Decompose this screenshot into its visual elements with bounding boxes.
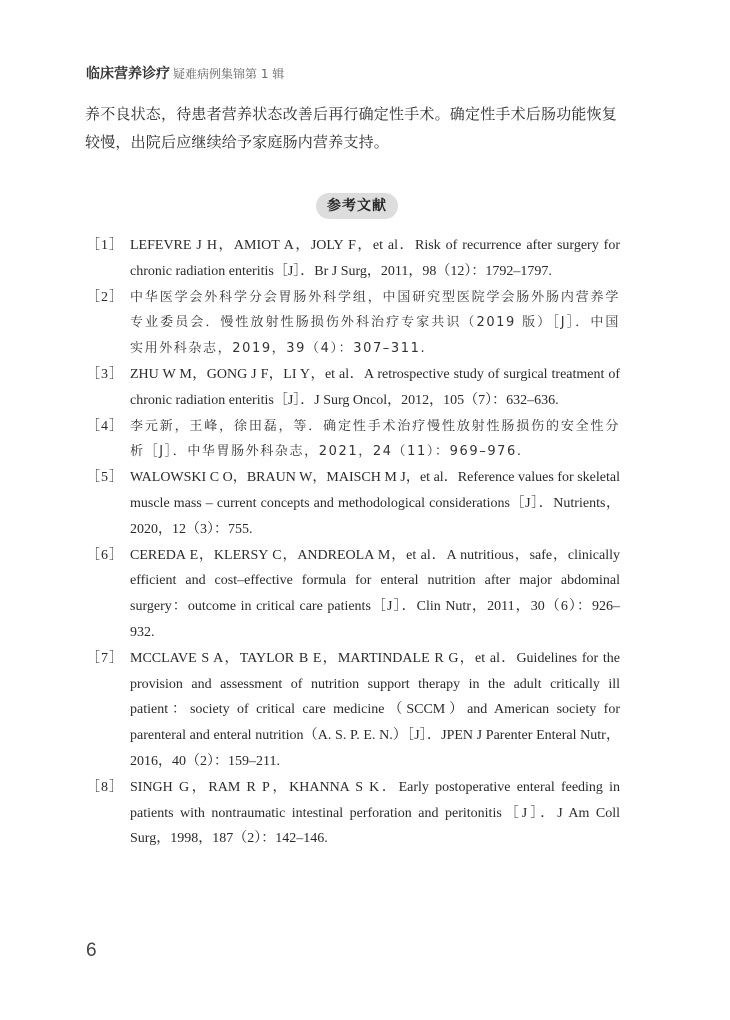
reference-text: ZHU W M，GONG J F，LI Y，et al．A retrospective study of surgical treatment of chronic radiation enteritis［J］．J Surg Oncol，2012，105（7）：632–636. [130, 366, 620, 408]
book-title: 临床营养诊疗 [86, 66, 170, 82]
reference-item [86, 465, 620, 542]
reference-text: 李元新，王峰，徐田磊，等．确定性手术治疗慢性放射性肠损伤的安全性分析［J］．中华胃肠外科杂志，2021，24（11）：969–976. [130, 418, 620, 460]
reference-item [86, 646, 620, 775]
body-paragraph: 养不良状态，待患者营养状态改善后再行确定性手术。确定性手术后肠功能恢复较慢，出院后应继续给予家庭肠内营养支持。 [85, 105, 618, 151]
references-heading: 参考文献 [316, 193, 398, 219]
reference-text: 中华医学会外科学分会胃肠外科学组，中国研究型医院学会肠外肠内营养学专业委员会．慢性放射性肠损伤外科治疗专家共识（2019 版）［J］．中国实用外科杂志，2019，39（4）：307–311. [130, 289, 620, 357]
reference-item [86, 233, 620, 285]
book-subtitle: 疑难病例集锦第 1 辑 [173, 67, 285, 81]
reference-text: WALOWSKI C O，BRAUN W，MAISCH M J，et al．Reference values for skeletal muscle mass – current concepts and methodological considerations［J］．Nutrients，2020，12（3）：755. [130, 470, 620, 537]
reference-item [86, 775, 620, 852]
reference-number: ［8］ [86, 779, 124, 795]
page-number: 6 [86, 940, 97, 961]
reference-text: SINGH G，RAM R P，KHANNA S K．Early postoperative enteral feeding in patients with nontraumatic intestinal perforation and peritonitis［J］．J Am Coll Surg，1998，187（2）：142–146. [130, 779, 620, 847]
reference-list [86, 233, 620, 852]
reference-item [86, 543, 620, 646]
reference-number: ［2］ [86, 289, 124, 305]
reference-number: ［1］ [86, 238, 124, 253]
reference-number: ［3］ [86, 366, 124, 382]
reference-item [86, 414, 620, 466]
reference-text: CEREDA E，KLERSY C，ANDREOLA M，et al．A nutritious，safe，clinically efficient and cost–effective formula for enteral nutrition after major abdominal surgery：outcome in critical care patients［J］．Clin Nutr，2011，30（6）：926–932. [130, 547, 620, 640]
reference-number: ［6］ [86, 547, 124, 563]
body-text [85, 100, 625, 156]
reference-item [86, 362, 620, 414]
reference-number: ［7］ [86, 650, 124, 666]
running-head [86, 64, 284, 84]
reference-text: LEFEVRE J H，AMIOT A，JOLY F，et al．Risk of recurrence after surgery for chronic radiation enteritis［J］．Br J Surg，2011，98（12）：1792–1797. [130, 238, 620, 279]
reference-number: ［5］ [86, 470, 124, 486]
reference-number: ［4］ [86, 418, 124, 434]
reference-text: MCCLAVE S A，TAYLOR B E，MARTINDALE R G，et al．Guidelines for the provision and assessment of nutrition support therapy in the adult critically ill patient：society of critical care medicine（SCCM）and American society for parenteral and enteral nutrition（A. S. P. E. N.）［J］．JPEN J Parenter Enteral Nutr，2016，40（2）：159–211. [130, 650, 620, 769]
reference-item [86, 285, 620, 362]
